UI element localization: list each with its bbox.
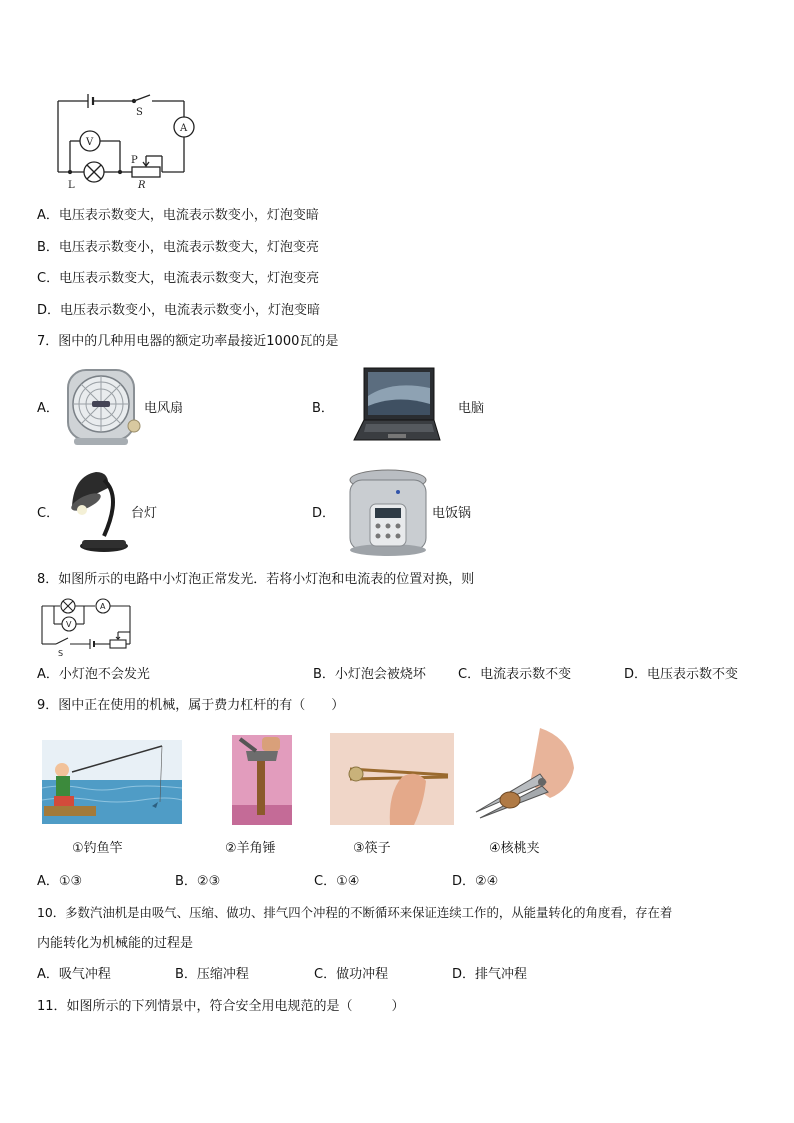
q8-label-v: V <box>66 620 72 629</box>
q9-stem: 9．图中正在使用的机械，属于费力杠杆的有（ ） <box>37 698 345 713</box>
q6-option-c[interactable]: C．电压表示数变大，电流表示数变大，灯泡变亮 <box>37 271 320 286</box>
fan-image <box>64 366 142 448</box>
q8-option-d[interactable]: D．电压表示数不变 <box>624 667 739 682</box>
q10-option-a[interactable]: A．吸气冲程 <box>37 967 111 982</box>
q7-option-c-letter[interactable]: C． <box>37 506 60 521</box>
q7-option-a-letter[interactable]: A． <box>37 401 59 416</box>
desk-lamp-image <box>64 466 130 556</box>
q6-label-r: R <box>138 180 146 191</box>
q6-option-a[interactable]: A．电压表示数变大，电流表示数变小，灯泡变暗 <box>37 208 319 223</box>
q8-option-b[interactable]: B．小灯泡会被烧坏 <box>313 667 426 682</box>
q6-option-d[interactable]: D．电压表示数变小，电流表示数变小，灯泡变暗 <box>37 303 321 318</box>
q7-option-b-letter[interactable]: B． <box>312 401 334 416</box>
q9-option-d[interactable]: D．②④ <box>452 874 499 889</box>
q10-option-d[interactable]: D．排气冲程 <box>452 967 528 982</box>
q6-label-s: S <box>136 107 143 118</box>
q8-circuit-diagram <box>38 596 136 658</box>
q9-option-c[interactable]: C．①④ <box>314 874 360 889</box>
q8-stem: 8．如图所示的电路中小灯泡正常发光．若将小灯泡和电流表的位置对换，则 <box>37 572 475 587</box>
q9-caption-3: ③筷子 <box>353 841 391 856</box>
fishing-rod-image <box>42 740 182 824</box>
claw-hammer-image <box>232 735 292 825</box>
q7-option-b-label: 电脑 <box>458 401 485 416</box>
q10-option-b[interactable]: B．压缩冲程 <box>175 967 249 982</box>
q6-label-v: V <box>86 137 94 148</box>
q7-option-a-label: 电风扇 <box>144 401 184 416</box>
q6-option-b[interactable]: B．电压表示数变小，电流表示数变大，灯泡变亮 <box>37 240 319 255</box>
q9-caption-4: ④核桃夹 <box>489 841 540 856</box>
q10-stem-line1: 10．多数汽油机是由吸气、压缩、做功、排气四个冲程的不断循环来保证连续工作的，从能量转化的角度看，存在着 <box>37 905 673 920</box>
q10-option-c[interactable]: C．做功冲程 <box>314 967 389 982</box>
q9-option-b[interactable]: B．②③ <box>175 874 221 889</box>
q8-option-c[interactable]: C．电流表示数不变 <box>458 667 572 682</box>
q7-option-d-letter[interactable]: D． <box>312 506 336 521</box>
q9-caption-1: ①钓鱼竿 <box>72 841 123 856</box>
q8-option-a[interactable]: A．小灯泡不会发光 <box>37 667 150 682</box>
q7-option-d-label: 电饭锅 <box>432 506 472 521</box>
q9-caption-2: ②羊角锤 <box>225 841 276 856</box>
nutcracker-image <box>470 728 580 826</box>
laptop-image <box>352 366 442 446</box>
q8-label-a: A <box>100 602 106 611</box>
q7-stem: 7．图中的几种用电器的额定功率最接近1000瓦的是 <box>37 334 339 349</box>
q9-option-a[interactable]: A．①③ <box>37 874 83 889</box>
q6-label-l: L <box>68 180 75 191</box>
q6-label-a: A <box>180 123 188 134</box>
q7-option-c-label: 台灯 <box>131 506 158 521</box>
chopsticks-image <box>330 733 454 825</box>
q6-circuit-diagram <box>52 88 202 193</box>
q11-stem: 11．如图所示的下列情景中，符合安全用电规范的是（ ） <box>37 999 405 1014</box>
q6-label-p: P <box>131 155 138 166</box>
rice-cooker-image <box>346 466 430 558</box>
q8-label-s: S <box>58 649 64 658</box>
q10-stem-line2: 内能转化为机械能的过程是 <box>37 936 194 951</box>
